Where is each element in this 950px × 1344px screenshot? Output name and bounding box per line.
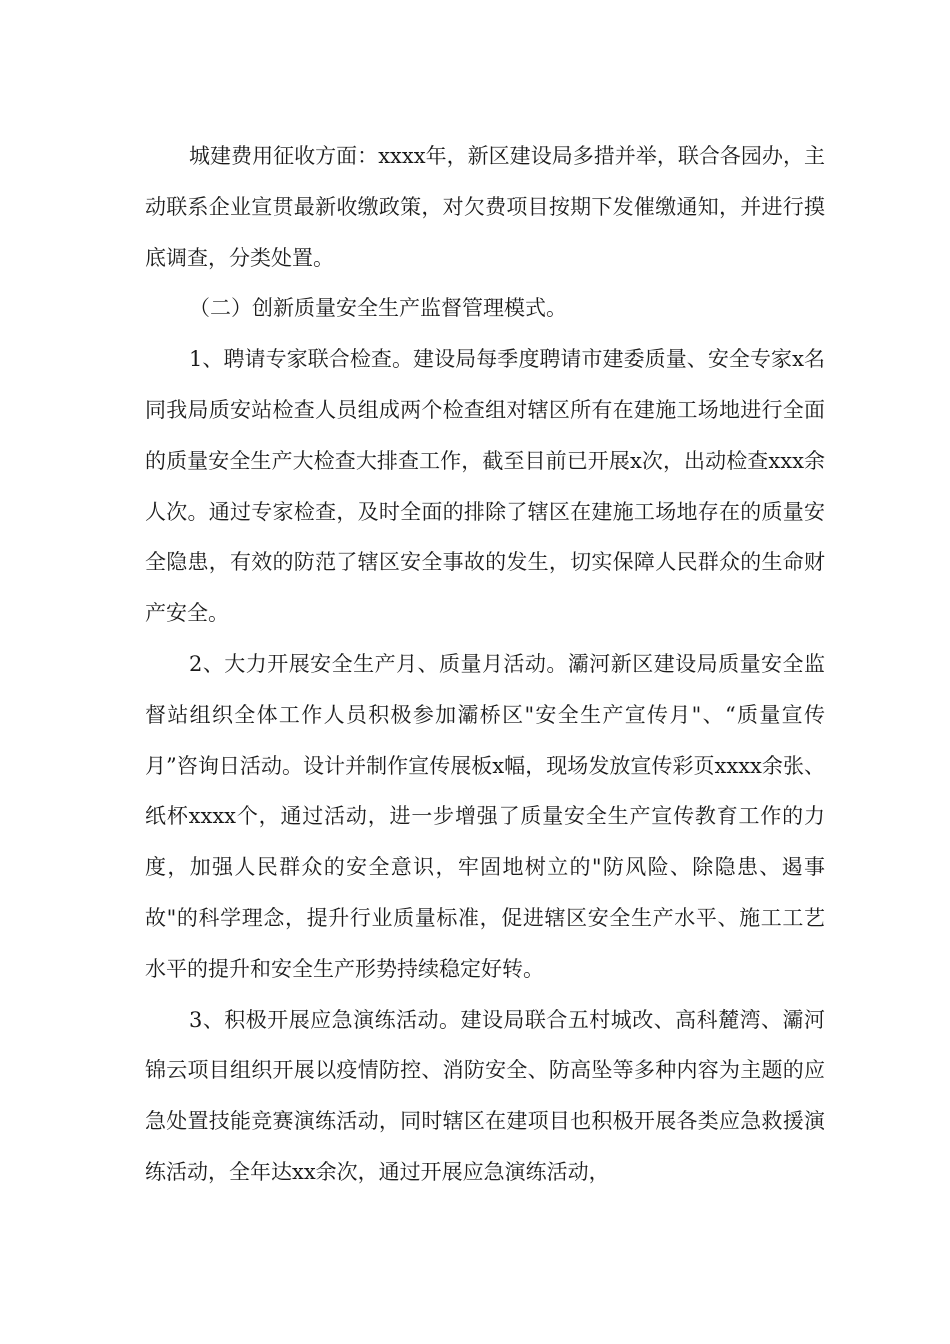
paragraph-emergency-drill: 3、积极开展应急演练活动。建设局联合五村城改、高科麓湾、灞河锦云项目组织开展以疫情防控、消防安全、防高坠等多种内容为主题的应急处置技能竞赛演练活动，同时辖区在建项目也积极开展各类应急救援演练活动，全年达xx余次，通过开展应急演练活动， [145, 1007, 825, 1184]
document-body [145, 131, 825, 1198]
paragraph-fee-collection: 城建费用征收方面：xxxx年，新区建设局多措并举，联合各园办，主动联系企业宣贯最新收缴政策，对欠费项目按期下发催缴通知，并进行摸底调查，分类处置。 [145, 144, 825, 270]
paragraph-safety-month: 2、大力开展安全生产月、质量月活动。灞河新区建设局质量安全监督站组织全体工作人员积极参加灞桥区"安全生产宣传月"、“质量宣传月”咨询日活动。设计并制作宣传展板x幅，现场发放宣传彩页xxxx余张、纸杯xxxx个，通过活动，进一步增强了质量安全生产宣传教育工作的力度，加强人民群众的安全意识，牢固地树立的"防风险、除隐患、遏事故"的科学理念，提升行业质量标准，促进辖区安全生产水平、施工工艺水平的提升和安全生产形势持续稳定好转。 [145, 651, 825, 981]
section-heading-quality-safety: （二）创新质量安全生产监督管理模式。 [189, 296, 567, 321]
paragraph-expert-inspection: 1、聘请专家联合检查。建设局每季度聘请市建委质量、安全专家x名同我局质安站检查人员组成两个检查组对辖区所有在建施工场地进行全面的质量安全生产大检查大排查工作，截至目前已开展x次，出动检查xxx余人次。通过专家检查，及时全面的排除了辖区在建施工场地存在的质量安全隐患，有效的防范了辖区安全事故的发生，切实保障人民群众的生命财产安全。 [145, 347, 825, 626]
